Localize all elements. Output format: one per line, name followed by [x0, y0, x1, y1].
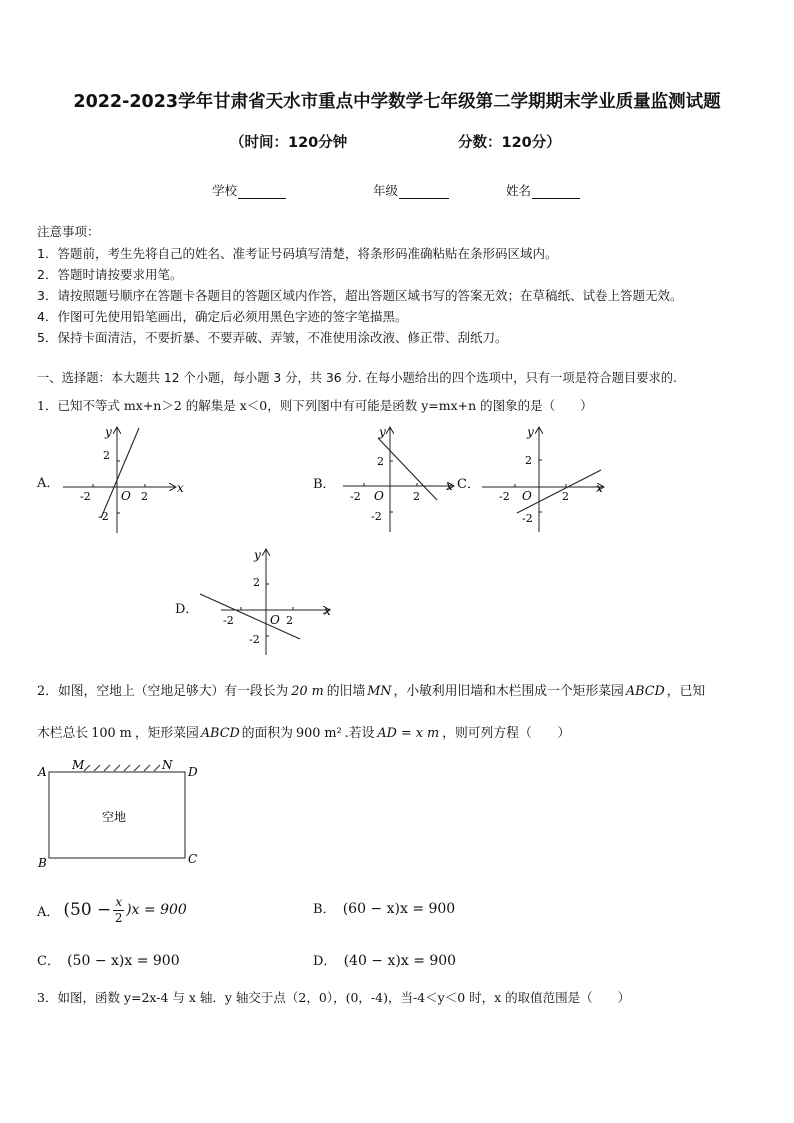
q2-option-label: B．	[313, 902, 336, 917]
q2-figure	[30, 755, 220, 875]
y-label: y	[254, 548, 261, 562]
q2-wall-length: 20 m	[291, 684, 324, 699]
notice-item: 3．请按照题号顺序在答题卡各题目的答题区域内作答，超出答题区域书写的答案无效；在草稿纸、试卷上答题无效。	[37, 288, 683, 303]
origin-label: O	[121, 489, 131, 503]
tick-label: 2	[103, 449, 110, 462]
q2-option-expr: (40 − x)x = 900	[343, 953, 457, 969]
tick-label: 2	[253, 576, 260, 589]
q2-text: ，矩形菜园	[134, 726, 199, 741]
q2-option-label: A．	[37, 904, 60, 920]
q2-option-expr: (50 − x)x = 900	[67, 953, 180, 969]
tick-label: -2	[499, 490, 510, 503]
q2-text: 的面积为	[241, 726, 293, 741]
point-c-label: C	[188, 852, 198, 866]
name-field[interactable]	[506, 181, 580, 199]
notice-item: 5．保持卡面清洁，不要折暴、不要弄破、弄皱，不准使用涂改液、修正带、刮纸刀。	[37, 330, 508, 345]
exam-time: （时间：120分钟	[230, 135, 348, 151]
q2-option-expr: (50 −	[63, 900, 112, 920]
notice-item: 4．作图可先使用铅笔画出，确定后必须用黑色字迹的签字笔描黑。	[37, 309, 408, 324]
q2-text: .若设	[344, 726, 375, 741]
question-2-stem-line-1	[37, 680, 705, 699]
origin-label: O	[522, 489, 532, 503]
notice-item: 2．答题时请按要求用笔。	[37, 267, 183, 282]
x-label: x	[596, 481, 603, 495]
tick-label: 2	[562, 490, 569, 503]
q2-area: 900 m²	[295, 726, 342, 741]
q2-fence-length: 100 m	[91, 726, 132, 741]
section-heading: 一、选择题：本大题共 12 个小题，每小题 3 分，共 36 分. 在每小题给出的四个选项中，只有一项是符合题目要求的.	[37, 371, 677, 385]
q2-option-expr: )x = 900	[126, 902, 187, 918]
tick-label: -2	[98, 510, 109, 523]
tick-label: -2	[371, 510, 382, 523]
school-label: 学校	[212, 183, 238, 198]
old-wall-hatching	[84, 765, 160, 771]
q2-ad-assumption: AD = x m	[377, 726, 440, 741]
question-1-stem: 1．已知不等式 mx+n＞2 的解集是 x＜0，则下列图中有可能是函数 y=mx+n 的图象的是（ ）	[37, 398, 593, 413]
tick-label: 2	[413, 490, 420, 503]
q2-option-c[interactable]	[37, 950, 180, 969]
exam-score: 分数：120分）	[458, 135, 561, 151]
tick-label: -2	[350, 490, 361, 503]
q1-option-b-label[interactable]: B．	[313, 477, 336, 492]
q1-graph-d[interactable]	[196, 542, 341, 660]
y-label: y	[379, 425, 386, 439]
tick-label: 2	[525, 454, 532, 467]
y-label: y	[527, 425, 534, 439]
q1-option-c-label[interactable]: C．	[457, 477, 480, 492]
tick-label: -2	[80, 490, 91, 503]
x-label: x	[324, 604, 331, 618]
q2-option-label: D．	[313, 954, 337, 969]
point-d-label: D	[188, 765, 198, 779]
tick-label: -2	[249, 633, 260, 646]
fraction-denominator: 2	[114, 910, 123, 925]
notice-item: 1．答题前，考生先将自己的姓名、准考证号码填写清楚，将条形码准确粘贴在条形码区域内。	[37, 246, 558, 261]
question-3-stem: 3．如图，函数 y=2x-4 与 x 轴．y 轴交于点（2，0），(0，-4)，当-4＜y＜0 时，x 的取值范围是（ ）	[37, 990, 631, 1005]
origin-label: O	[374, 489, 384, 503]
q2-option-label: C．	[37, 954, 60, 969]
school-blank[interactable]	[238, 185, 286, 199]
q2-rect-abcd: ABCD	[200, 726, 240, 741]
school-field[interactable]	[212, 181, 286, 199]
q2-text: ，小敏利用旧墙和木栏围成一个矩形菜园	[393, 684, 624, 699]
tick-label: -2	[223, 614, 234, 627]
q1-option-a-label[interactable]: A．	[37, 476, 60, 491]
point-a-label: A	[38, 765, 47, 779]
origin-label: O	[270, 613, 280, 627]
y-label: y	[105, 425, 112, 439]
grade-field[interactable]	[373, 181, 449, 199]
point-b-label: B	[38, 856, 47, 870]
q2-option-expr: (60 − x)x = 900	[342, 901, 456, 917]
grade-label: 年级	[373, 183, 399, 198]
name-label: 姓名	[506, 183, 532, 198]
tick-label: 2	[141, 490, 148, 503]
point-n-label: N	[162, 758, 173, 772]
question-2-stem-line-2	[37, 722, 570, 741]
function-line	[378, 438, 437, 500]
notice-heading: 注意事项：	[37, 224, 100, 239]
q2-text: ，则可列方程（ ）	[442, 726, 571, 741]
tick-label: 2	[286, 614, 293, 627]
open-land-label: 空地	[102, 810, 127, 824]
function-line	[101, 428, 139, 518]
fraction-x-over-2	[113, 895, 124, 926]
q2-text: 木栏总长	[37, 726, 89, 741]
x-label: x	[177, 481, 184, 495]
q2-rect-abcd: ABCD	[625, 684, 665, 699]
q2-text: 的旧墙	[326, 684, 366, 699]
q2-option-a[interactable]	[37, 888, 187, 932]
fraction-numerator: x	[115, 894, 123, 909]
q1-graph-a[interactable]	[55, 420, 195, 540]
q2-segment-mn: MN	[367, 684, 392, 699]
tick-label: -2	[522, 512, 533, 525]
tick-label: 2	[377, 455, 384, 468]
q2-option-d[interactable]	[313, 950, 456, 969]
q2-option-b[interactable]	[313, 898, 455, 917]
x-label: x	[446, 479, 453, 493]
q2-text: 2．如图，空地上（空地足够大）有一段长为	[37, 684, 289, 699]
q1-graph-b[interactable]	[333, 420, 468, 535]
name-blank[interactable]	[532, 185, 580, 199]
q1-option-d-label[interactable]: D．	[175, 602, 199, 617]
page-title: 2022-2023学年甘肃省天水市重点中学数学七年级第二学期期末学业质量监测试题	[73, 92, 721, 112]
q1-graph-c[interactable]	[477, 420, 612, 535]
point-m-label: M	[72, 758, 85, 772]
grade-blank[interactable]	[399, 185, 449, 199]
q2-text: ，已知	[666, 684, 706, 699]
